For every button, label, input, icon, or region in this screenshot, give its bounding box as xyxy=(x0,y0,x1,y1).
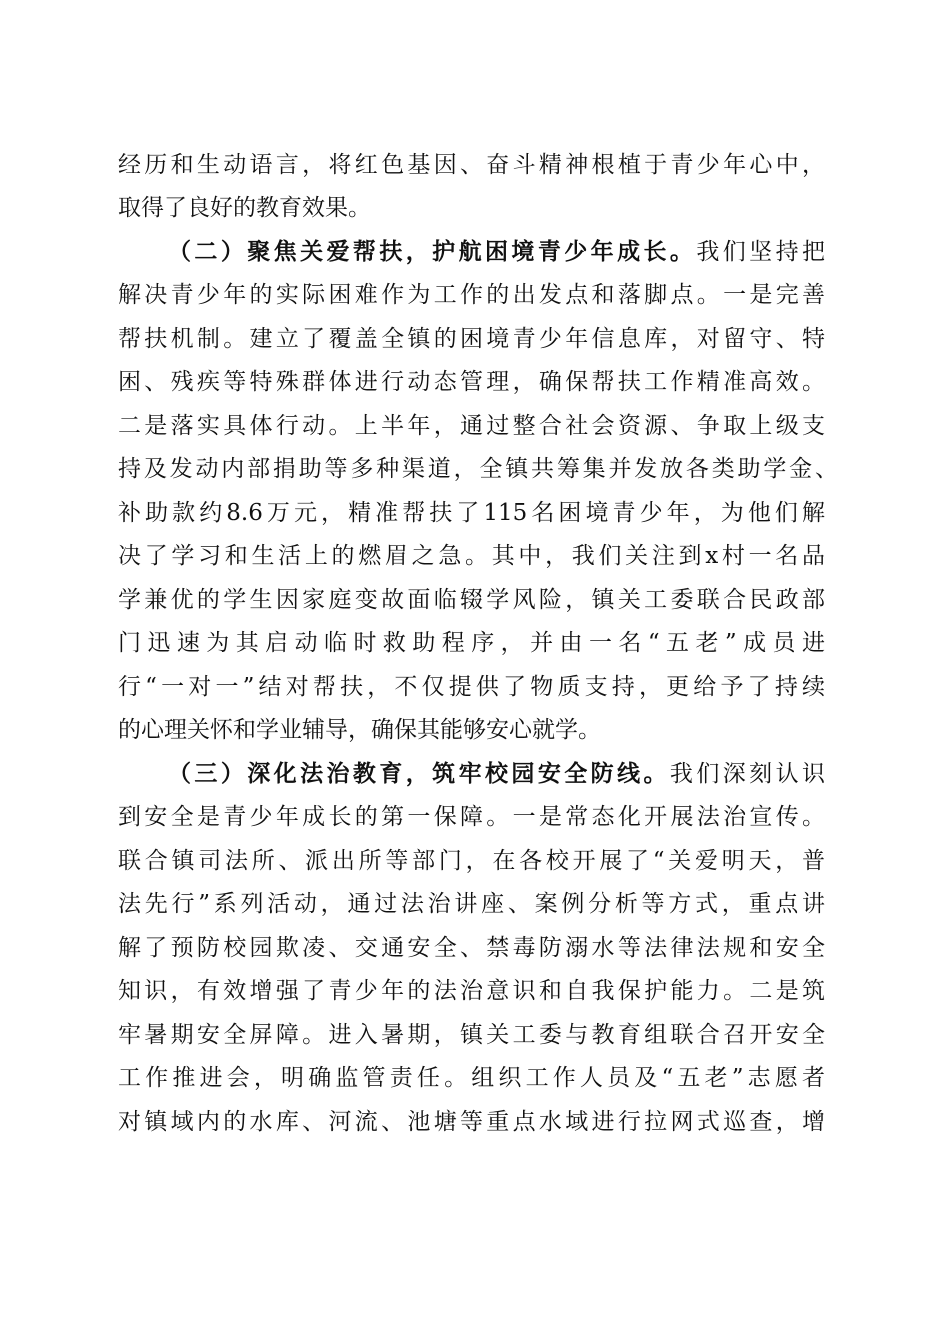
text-line: 帮扶机制。建立了覆盖全镇的困境青少年信息库，对留守、特 xyxy=(118,326,825,352)
text-line: 二是落实具体行动。上半年，通过整合社会资源、争取上级支 xyxy=(118,413,825,439)
text-line: 到安全是青少年成长的第一保障。一是常态化开展法治宣传。 xyxy=(118,804,825,830)
paragraph-heading-line xyxy=(168,232,825,272)
text-line: 解决青少年的实际困难作为工作的出发点和落脚点。一是完善 xyxy=(118,282,825,308)
text-line: 法先行”系列活动，通过法治讲座、案例分析等方式，重点讲 xyxy=(118,891,825,917)
text-line: 经历和生动语言，将红色基因、奋斗精神根植于青少年心中， xyxy=(118,152,825,178)
text-line: 取得了良好的教育效果。 xyxy=(118,195,371,221)
text-line: 困、残疾等特殊群体进行动态管理，确保帮扶工作精准高效。 xyxy=(118,369,825,395)
section-heading: （二）聚焦关爱帮扶，护航困境青少年成长。 xyxy=(168,238,697,265)
text-line: 行“一对一”结对帮扶，不仅提供了物质支持，更给予了持续 xyxy=(118,674,825,700)
text-line: 对镇域内的水库、河流、池塘等重点水域进行拉网式巡查，增 xyxy=(118,1109,825,1135)
text-line: 学兼优的学生因家庭变故面临辍学风险，镇关工委联合民政部 xyxy=(118,587,825,613)
text-line: 解了预防校园欺凌、交通安全、禁毒防溺水等法律法规和安全 xyxy=(118,935,825,961)
paragraph-heading-line xyxy=(168,754,825,794)
text-line: 持及发动内部捐助等多种渠道，全镇共筹集并发放各类助学金、 xyxy=(118,456,838,482)
text-line: 工作推进会，明确监管责任。组织工作人员及“五老”志愿者 xyxy=(118,1065,825,1091)
section-heading: （三）深化法治教育，筑牢校园安全防线。 xyxy=(168,760,670,787)
text-line: 决了学习和生活上的燃眉之急。其中，我们关注到x村一名品 xyxy=(118,543,825,569)
text-line: 的心理关怀和学业辅导，确保其能够安心就学。 xyxy=(118,717,601,743)
text-line: 联合镇司法所、派出所等部门，在各校开展了“关爱明天，普 xyxy=(118,848,825,874)
text-line: 门迅速为其启动临时救助程序，并由一名“五老”成员进 xyxy=(118,630,825,656)
text-segment: 我们坚持把 xyxy=(696,239,826,265)
text-line: 牢暑期安全屏障。进入暑期，镇关工委与教育组联合召开安全 xyxy=(118,1022,825,1048)
text-segment: 我们深刻认识 xyxy=(669,761,826,787)
text-line: 补助款约8.6万元，精准帮扶了115名困境青少年，为他们解 xyxy=(118,500,825,526)
text-line: 知识，有效增强了青少年的法治意识和自我保护能力。二是筑 xyxy=(118,978,825,1004)
